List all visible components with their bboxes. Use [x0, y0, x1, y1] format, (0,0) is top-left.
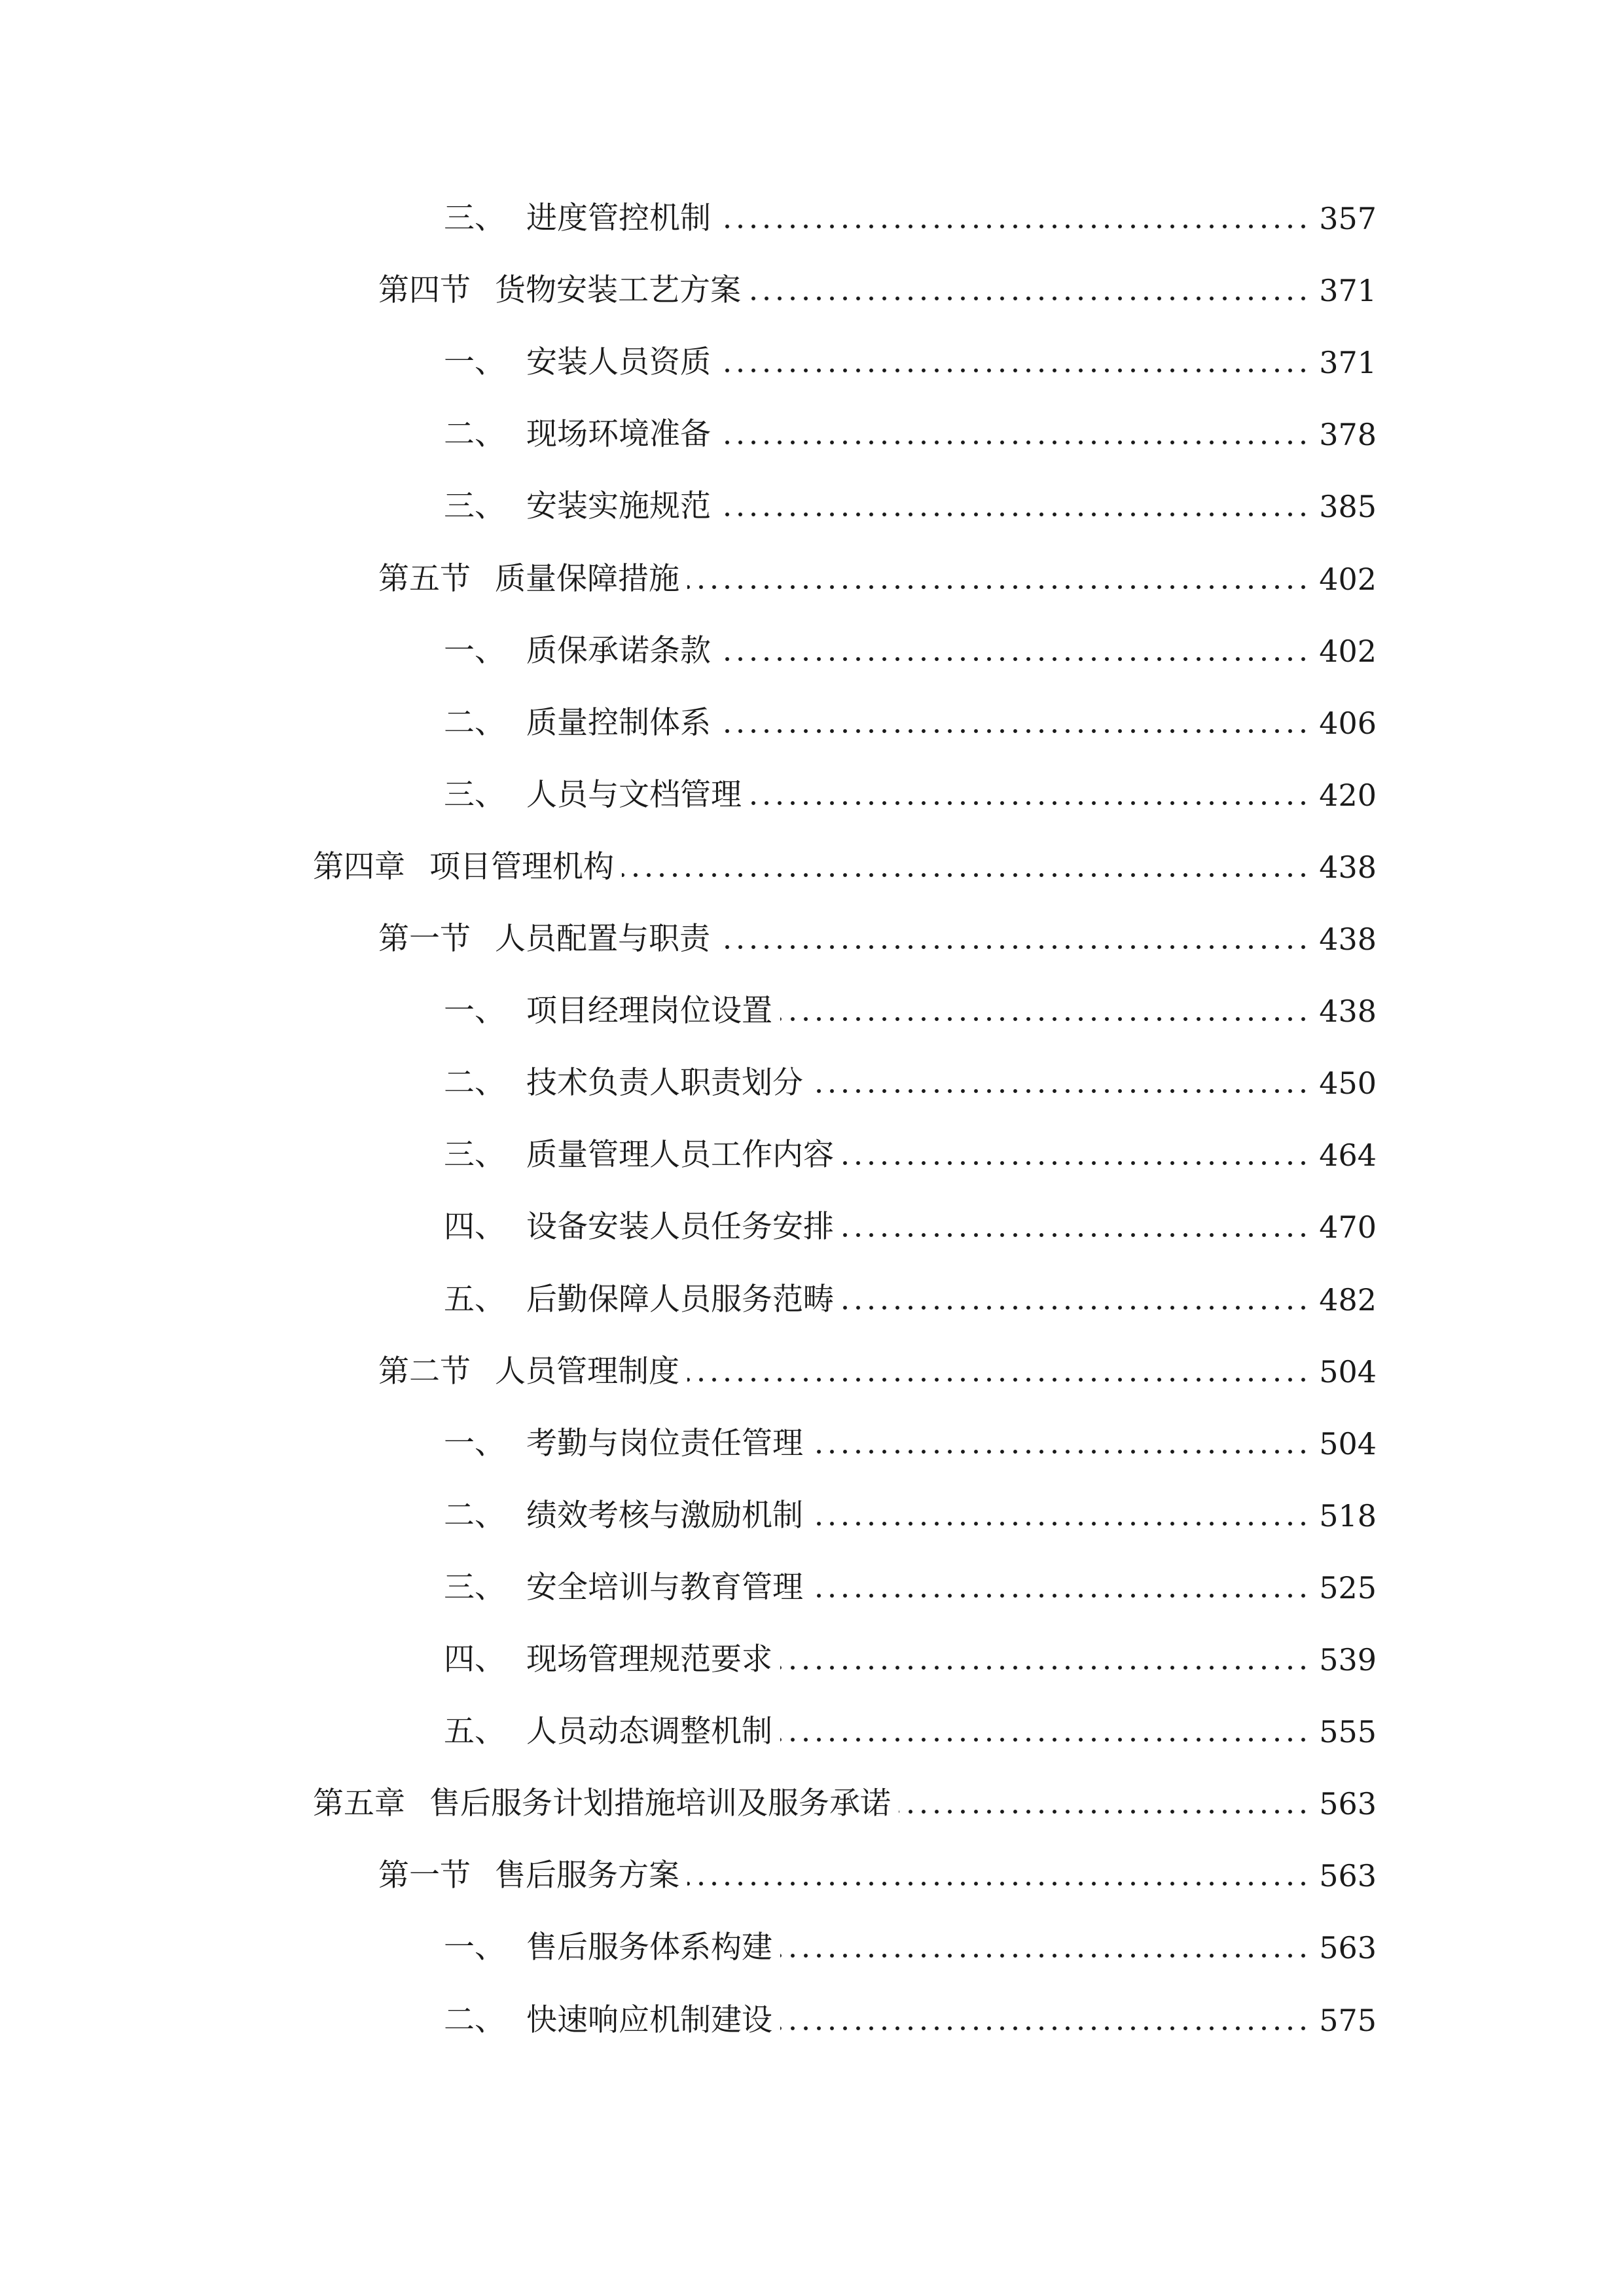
toc-entry-item[interactable] [0, 183, 1624, 255]
toc-page-number: 482 [1319, 1282, 1377, 1318]
toc-page-number: 504 [1319, 1426, 1377, 1462]
toc-entry-label [444, 327, 711, 399]
toc-dot-leader [811, 1449, 1310, 1454]
toc-entry-label [444, 759, 742, 831]
toc-entry-item[interactable] [0, 615, 1624, 687]
toc-entry-item[interactable] [0, 1984, 1624, 2056]
toc-entry-label [378, 1840, 679, 1912]
toc-entry-label [444, 1624, 772, 1696]
toc-entry-title: 快速响应机制建设 [526, 2002, 772, 2038]
toc-entry-item[interactable] [0, 1480, 1624, 1552]
toc-dot-leader [719, 728, 1310, 734]
toc-page-number: 539 [1319, 1642, 1377, 1677]
toc-dot-leader [719, 656, 1310, 662]
toc-entry-number: 二、 [444, 705, 505, 741]
toc-entry-item[interactable] [0, 1191, 1624, 1263]
toc-entry-title: 进度管控机制 [526, 200, 711, 236]
toc-page-number: 371 [1319, 273, 1377, 308]
toc-entry-title: 现场环境准备 [526, 416, 711, 452]
toc-entry-label [378, 903, 710, 975]
toc-page-number: 420 [1319, 778, 1377, 813]
toc-entry-number: 三、 [444, 777, 505, 813]
toc-entry-label [444, 1119, 834, 1191]
toc-entry-section[interactable] [0, 255, 1624, 327]
toc-dot-leader [687, 1881, 1310, 1886]
toc-entry-label [378, 1336, 679, 1408]
toc-page-number: 438 [1319, 994, 1377, 1029]
toc-entry-number: 三、 [444, 200, 505, 236]
toc-dot-leader [780, 2026, 1310, 2031]
toc-entry-label [378, 543, 679, 615]
toc-entry-item[interactable] [0, 1119, 1624, 1191]
toc-entry-title: 考勤与岗位责任管理 [526, 1426, 803, 1462]
toc-entry-number: 第一节 [378, 921, 471, 957]
toc-entry-label [444, 1984, 772, 2056]
toc-entry-label [444, 1264, 834, 1336]
toc-dot-leader [899, 1809, 1310, 1814]
toc-entry-label [444, 1480, 803, 1552]
toc-dot-leader [842, 1232, 1310, 1238]
toc-page-number: 575 [1319, 2003, 1377, 2038]
toc-dot-leader [687, 1377, 1310, 1382]
toc-entry-number: 三、 [444, 1570, 505, 1605]
toc-dot-leader [811, 1521, 1310, 1526]
toc-entry-section[interactable] [0, 1336, 1624, 1408]
toc-dot-leader [780, 1953, 1310, 1958]
toc-entry-title: 质保承诺条款 [526, 633, 711, 669]
toc-page-number: 464 [1319, 1138, 1377, 1173]
toc-entry-title: 安装人员资质 [526, 344, 711, 380]
toc-entry-number: 三、 [444, 1137, 505, 1173]
toc-entry-label [313, 831, 614, 903]
toc-entry-number: 一、 [444, 344, 505, 380]
toc-dot-leader [718, 944, 1310, 950]
toc-entry-number: 第二节 [378, 1354, 471, 1390]
toc-entry-label [444, 399, 711, 471]
toc-entry-title: 项目经理岗位设置 [526, 993, 772, 1029]
toc-dot-leader [719, 368, 1310, 373]
toc-entry-label [313, 1768, 891, 1840]
toc-dot-leader [719, 440, 1310, 445]
toc-entry-number: 二、 [444, 2002, 505, 2038]
toc-entry-item[interactable] [0, 1047, 1624, 1119]
toc-entry-item[interactable] [0, 399, 1624, 471]
toc-entry-number: 四、 [444, 1209, 505, 1245]
toc-dot-leader [842, 1305, 1310, 1310]
toc-page-number: 385 [1319, 489, 1377, 524]
toc-entry-title: 绩效考核与激励机制 [526, 1498, 803, 1534]
toc-entry-title: 安装实施规范 [526, 488, 711, 524]
toc-dot-leader [622, 872, 1310, 878]
toc-page-number: 378 [1319, 417, 1377, 452]
toc-entry-item[interactable] [0, 975, 1624, 1047]
toc-entry-number: 一、 [444, 633, 505, 669]
toc-entry-title: 货物安装工艺方案 [495, 272, 741, 308]
toc-entry-section[interactable] [0, 903, 1624, 975]
toc-entry-title: 安全培训与教育管理 [526, 1570, 803, 1605]
toc-entry-label [444, 1047, 803, 1119]
toc-entry-label [444, 1696, 772, 1768]
toc-page-number: 402 [1319, 634, 1377, 669]
toc-entry-number: 三、 [444, 488, 505, 524]
toc-entry-item[interactable] [0, 471, 1624, 543]
toc-dot-leader [811, 1593, 1310, 1598]
toc-page-number: 525 [1319, 1570, 1377, 1605]
toc-page-number: 438 [1319, 850, 1377, 885]
toc-page-number: 555 [1319, 1714, 1377, 1749]
toc-entry-item[interactable] [0, 1912, 1624, 1984]
toc-entry-label [444, 1912, 772, 1984]
toc-dot-leader [719, 512, 1310, 517]
toc-entry-number: 五、 [444, 1282, 505, 1318]
toc-dot-leader [780, 1737, 1310, 1742]
toc-entry-label [444, 183, 711, 255]
toc-entry-label [444, 687, 711, 759]
toc-dot-leader [749, 296, 1310, 301]
toc-dot-leader [780, 1665, 1310, 1670]
toc-entry-title: 现场管理规范要求 [526, 1641, 772, 1677]
toc-entry-title: 人员管理制度 [495, 1354, 679, 1390]
toc-entry-item[interactable] [0, 1264, 1624, 1336]
toc-entry-title: 质量控制体系 [526, 705, 711, 741]
toc-entry-title: 人员动态调整机制 [526, 1713, 772, 1749]
toc-entry-title: 质量保障措施 [495, 561, 679, 597]
toc-page-number: 450 [1319, 1066, 1377, 1101]
toc-page-number: 438 [1319, 922, 1377, 957]
toc-entry-number: 第四章 [313, 849, 405, 885]
toc-entry-number: 二、 [444, 1065, 505, 1101]
toc-entry-section[interactable] [0, 543, 1624, 615]
toc-entry-section[interactable] [0, 1840, 1624, 1912]
toc-page-number: 563 [1319, 1930, 1377, 1965]
toc-entry-label [444, 1408, 803, 1480]
toc-entry-item[interactable] [0, 1696, 1624, 1768]
toc-entry-label [444, 1191, 834, 1263]
toc-entry-title: 售后服务计划措施培训及服务承诺 [429, 1785, 891, 1821]
toc-entry-number: 一、 [444, 1426, 505, 1462]
toc-entry-item[interactable] [0, 1408, 1624, 1480]
toc-entry-number: 二、 [444, 416, 505, 452]
toc-dot-leader [842, 1160, 1310, 1166]
toc-entry-number: 第一节 [378, 1857, 471, 1893]
toc-page-number: 563 [1319, 1786, 1377, 1821]
toc-entry-chapter[interactable] [0, 831, 1624, 903]
toc-entry-number: 第五节 [378, 561, 471, 597]
toc-dot-leader [719, 224, 1310, 229]
toc-entry-label [378, 255, 741, 327]
toc-entry-title: 质量管理人员工作内容 [526, 1137, 834, 1173]
toc-page-number: 518 [1319, 1498, 1377, 1534]
toc-entry-title: 人员配置与职责 [495, 921, 710, 957]
toc-entry-label [444, 615, 711, 687]
toc-entry-number: 一、 [444, 1929, 505, 1965]
toc-entry-item[interactable] [0, 327, 1624, 399]
toc-dot-leader [811, 1088, 1310, 1094]
toc-dot-leader [687, 584, 1310, 590]
toc-entry-label [444, 1552, 803, 1624]
toc-entry-title: 售后服务方案 [495, 1857, 679, 1893]
toc-page-number: 402 [1319, 562, 1377, 597]
toc-entry-title: 项目管理机构 [429, 849, 614, 885]
toc-page-number: 563 [1319, 1858, 1377, 1893]
toc-entry-title: 后勤保障人员服务范畴 [526, 1282, 834, 1318]
toc-entry-label [444, 975, 772, 1047]
toc-entry-chapter[interactable] [0, 1768, 1624, 1840]
toc-page-number: 357 [1319, 201, 1377, 236]
toc-entry-number: 第四节 [378, 272, 471, 308]
toc-entry-item[interactable] [0, 759, 1624, 831]
toc-dot-leader [749, 800, 1310, 806]
toc-entry-title: 售后服务体系构建 [526, 1929, 772, 1965]
toc-page-number: 371 [1319, 345, 1377, 380]
toc-entry-number: 四、 [444, 1641, 505, 1677]
toc-page-number: 504 [1319, 1354, 1377, 1390]
toc-page-number: 470 [1319, 1210, 1377, 1245]
toc-dot-leader [780, 1016, 1310, 1022]
toc-entry-item[interactable] [0, 687, 1624, 759]
toc-entry-number: 二、 [444, 1498, 505, 1534]
toc-entry-item[interactable] [0, 1552, 1624, 1624]
toc-entry-number: 五、 [444, 1713, 505, 1749]
toc-entry-title: 设备安装人员任务安排 [526, 1209, 834, 1245]
toc-entry-number: 一、 [444, 993, 505, 1029]
toc-entry-title: 技术负责人职责划分 [526, 1065, 803, 1101]
toc-entry-title: 人员与文档管理 [526, 777, 742, 813]
toc-entry-label [444, 471, 711, 543]
toc-entry-item[interactable] [0, 1624, 1624, 1696]
toc-page-number: 406 [1319, 706, 1377, 741]
toc-entry-number: 第五章 [313, 1785, 405, 1821]
